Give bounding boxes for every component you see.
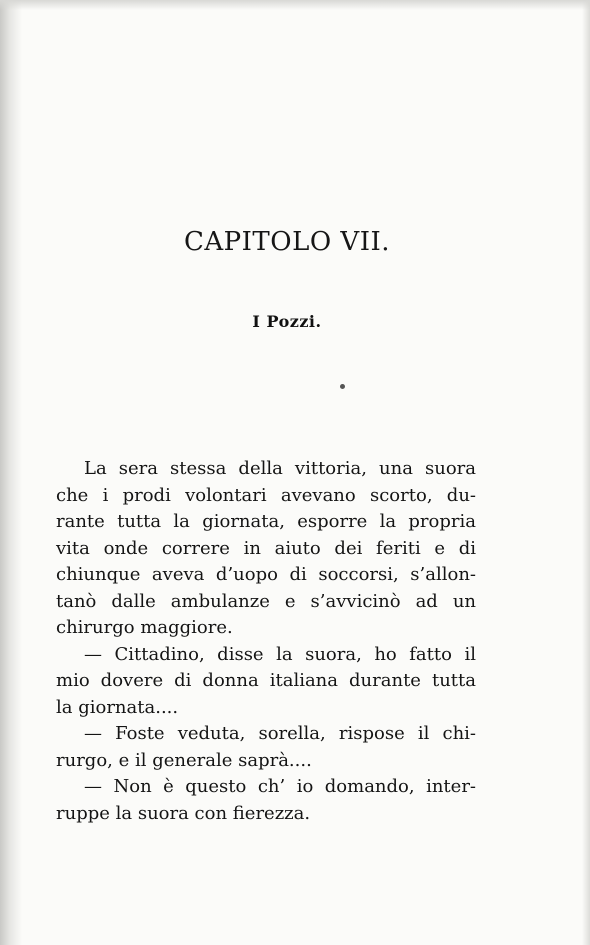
body-text <box>56 456 476 827</box>
text-line: — Non è questo ch’ io domando, inter- <box>84 776 476 797</box>
page-edge-shadow <box>582 0 590 945</box>
text-line: tanò dalle ambulanze e s’avvicinò ad un <box>56 590 476 612</box>
text-line: La sera stessa della vittoria, una suora <box>84 458 476 479</box>
text-line: — Foste veduta, sorella, rispose il chi- <box>84 723 476 744</box>
text-line: rante tutta la giornata, esporre la propria <box>56 511 476 532</box>
text-line: — Cittadino, disse la suora, ho fatto il <box>84 643 476 665</box>
text-line: la giornata.... <box>56 696 179 718</box>
ornament-dot <box>340 384 345 389</box>
text-line: che i prodi volontari avevano scorto, du- <box>56 484 476 506</box>
section-title: I Pozzi. <box>252 312 322 331</box>
text-line: chirurgo maggiore. <box>56 617 233 638</box>
chapter-title: CAPITOLO VII. <box>183 227 391 257</box>
text-line: chiunque aveva d’uopo di soccorsi, s’allon- <box>56 564 476 585</box>
text-line: rurgo, e il generale saprà.... <box>56 749 312 771</box>
text-line: vita onde correre in aiuto dei feriti e di <box>56 537 476 559</box>
text-line: mio dovere di donna italiana durante tutta <box>56 670 476 691</box>
text-line: ruppe la suora con fierezza. <box>56 802 311 824</box>
